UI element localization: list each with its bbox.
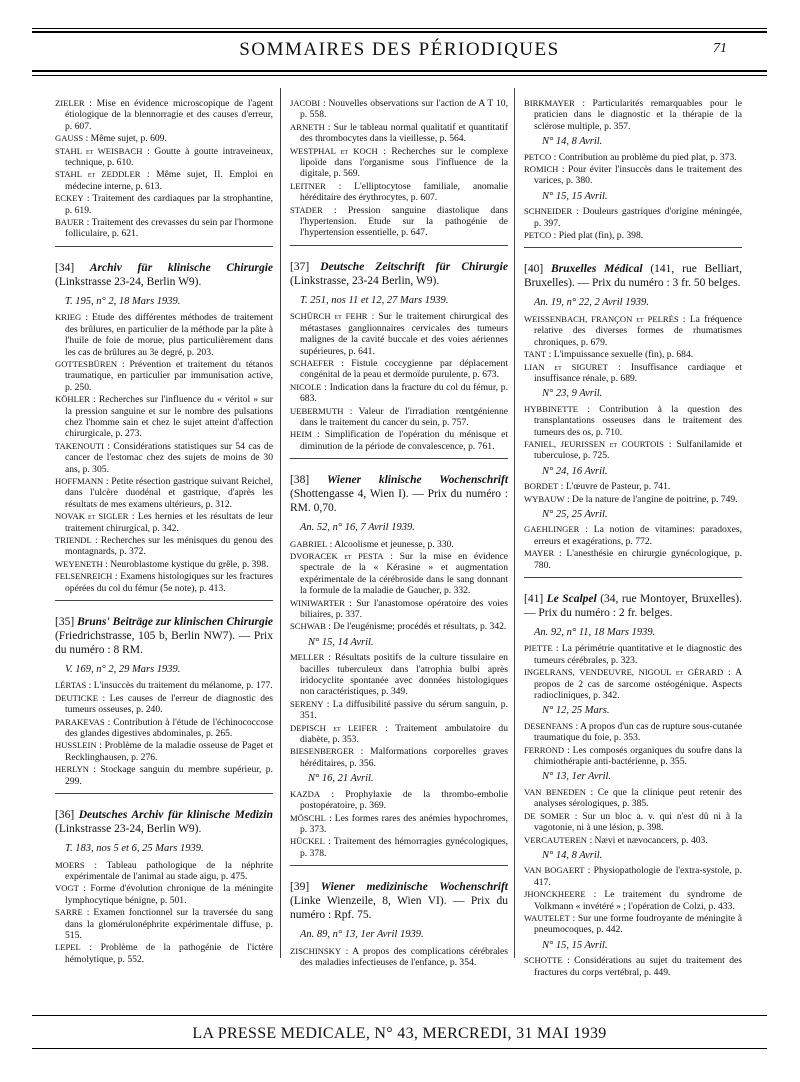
article-title: : A propos de 2 cas de sarcome ostéogénique. Aspects radiocliniques, p. 342. xyxy=(534,667,742,702)
article-author: WEISSENBACH, FRANÇON et PELRÈS xyxy=(524,313,679,324)
article-title: : L'œuvre de Pasteur, p. 741. xyxy=(560,481,671,493)
column-separator xyxy=(280,88,281,958)
article-title: : Recherches sur les ménisques du genou des montagnards, p. 372. xyxy=(65,535,273,558)
article-entry xyxy=(290,813,508,836)
article-title: : Goutte à goutte intraveineux, technique, p. 610. xyxy=(65,145,273,169)
header-bottom-rule xyxy=(32,70,767,72)
journal-section xyxy=(290,98,508,239)
journal-title: Archiv für klinische Chirurgie xyxy=(89,261,273,274)
article-author: GAEHLINGER xyxy=(524,524,580,535)
journal-title: Wiener klinische Wochenschrift xyxy=(326,474,509,487)
article-entry xyxy=(524,164,742,187)
journal-address: (Linkstrasse 23-24, Berlin W9). xyxy=(55,823,202,836)
article-title: : Insuffisance cardiaque et insuffisance rénale, p. 689. xyxy=(534,361,743,384)
article-author: HEIM xyxy=(290,429,312,440)
article-entry xyxy=(55,535,273,558)
article-title: : La diffusibilité passive du sérum sanguin, p. 351. xyxy=(300,698,508,722)
article-author: GOTTESBÜREN xyxy=(55,358,118,369)
page-footer: LA PRESSE MEDICALE, N° 43, MERCREDI, 31 MAI 1939 xyxy=(192,1025,607,1042)
article-author: ROMICH xyxy=(524,164,559,175)
issue-line: N° 13, 1er Avril. xyxy=(542,771,612,783)
article-entry xyxy=(55,169,273,192)
article-author: FERROND xyxy=(524,744,565,755)
journal-heading xyxy=(55,808,273,836)
article-title: : L'insuccès du traitement du mélanome, p. 177. xyxy=(88,680,273,692)
article-author: SCHOTTE xyxy=(524,955,563,966)
article-author: JHONCKHEERE xyxy=(524,889,586,900)
article-entry xyxy=(55,942,273,965)
article-author: JACOBI xyxy=(290,98,321,108)
article-title: : Pied plat (fin), p. 398. xyxy=(553,230,644,242)
article-entry xyxy=(55,860,273,883)
article-entry xyxy=(290,746,508,769)
article-entry xyxy=(290,539,508,550)
article-author: MELLER xyxy=(290,652,325,663)
article-author: INGELRANS, VENDEUVRE, NIGOUL et GÉRARD xyxy=(524,667,724,678)
article-author: LEITNER xyxy=(290,180,326,191)
journal-number: [35] xyxy=(55,616,75,629)
article-author: ECKEY xyxy=(55,193,84,204)
article-title: : Problème de la maladie osseuse de Paget et Recklinghausen, p. 276. xyxy=(65,740,273,763)
article-entry xyxy=(524,835,742,846)
article-author: MAYER xyxy=(524,548,555,559)
article-title: : Sulfanilamide et tuberculose, p. 725. xyxy=(534,438,742,462)
article-title: : Contribution au problème du pied plat, p. 373. xyxy=(553,151,737,163)
article-author: FANIEL, JEURISSEN et COURTOIS xyxy=(524,438,664,449)
journal-section xyxy=(55,600,273,787)
article-author: SCHWAB xyxy=(290,621,326,632)
article-author: DVORACEK et PESTA xyxy=(290,550,384,561)
article-author: STAHL et WEISBACH xyxy=(55,145,143,156)
article-title: : L'elliptocytose familiale, anomalie héréditaire des érythrocytes, p. 607. xyxy=(300,180,508,204)
article-entry xyxy=(524,404,742,438)
article-title: : Sur une forme foudroyante de méningite à pneumocoques, p. 442. xyxy=(534,912,742,936)
page-title: SOMMAIRES DES PÉRIODIQUES xyxy=(239,39,560,60)
article-entry xyxy=(524,349,742,360)
article-author: DEUTICKE xyxy=(55,692,98,703)
journal-address: (Linkstrasse 23-24, Berlin W9). xyxy=(55,275,202,288)
article-entry xyxy=(290,429,508,452)
article-title: : La notion de vitamines: paradoxes, erreurs et exagérations, p. 772. xyxy=(534,524,742,547)
issue-line: N° 23, 9 Avril. xyxy=(542,388,603,400)
article-title: : De l'eugénisme; procédés et résultats, p. 342. xyxy=(328,621,507,633)
article-author: NOVAK et SIGLER xyxy=(55,511,129,522)
article-entry xyxy=(55,312,273,358)
article-entry xyxy=(55,98,273,132)
article-entry xyxy=(290,699,508,722)
article-author: VAN BENEDEN xyxy=(524,786,586,797)
article-entry xyxy=(290,311,508,357)
article-title: : Les hernies et les résultats de leur traitement chirurgical, p. 342. xyxy=(65,511,273,534)
article-entry xyxy=(55,359,273,393)
volume-line: An. 92, n° 11, 18 Mars 1939. xyxy=(534,627,656,638)
article-entry xyxy=(524,643,742,666)
issue-line: N° 15, 14 Avril. xyxy=(308,636,374,648)
article-title: : Petite résection gastrique suivant Reichel, dans l'ulcère duodénal et gastrique, d'après les résultats de mes examens ultérieurs, p. 312. xyxy=(65,475,273,510)
article-entry xyxy=(55,441,273,475)
article-author: VOGT xyxy=(55,883,79,894)
article-entry xyxy=(55,146,273,169)
article-title: : Nouvelles observations sur l'action de A T 10, p. 558. xyxy=(300,98,508,121)
article-entry xyxy=(524,913,742,936)
journal-number: [38] xyxy=(290,474,310,487)
article-author: PIETTE xyxy=(524,643,553,654)
article-entry xyxy=(524,955,742,978)
article-author: DEPISCH et LEIFER xyxy=(290,722,378,733)
article-entry xyxy=(524,481,742,492)
journal-address: (34, rue Montoyer, Bruxelles). — Prix du numéro : 2 fr. belges. xyxy=(524,593,743,619)
article-entry xyxy=(524,811,742,834)
article-title: : Traitement des crevasses du sein par l'hormone folliculaire, p. 621. xyxy=(65,217,273,240)
article-entry xyxy=(290,621,508,632)
article-author: WESTPHAL et KOCH xyxy=(290,145,378,156)
column-2 xyxy=(290,92,508,969)
article-entry xyxy=(55,571,273,594)
article-author: SCHAEFER xyxy=(290,357,334,368)
volume-line: V. 169, n° 2, 29 Mars 1939. xyxy=(65,664,181,676)
article-title: : La fréquence relative des diverses formes de rhumatismes chroniques, p. 679. xyxy=(534,313,742,348)
article-entry xyxy=(524,667,742,701)
journal-section xyxy=(524,98,742,241)
article-title: : Sur l'anastomose opératoire des voies biliaires, p. 337. xyxy=(300,597,508,620)
article-author: PETCO xyxy=(524,230,552,241)
article-author: SCHNEIDER xyxy=(524,206,573,217)
article-author: UEBERMUTH xyxy=(290,405,344,416)
article-title: : Forme d'évolution chronique de la méningite lymphocytique bénigne, p. 501. xyxy=(65,883,273,906)
article-author: HERLYN xyxy=(55,764,89,775)
article-author: WAUTELET xyxy=(524,912,570,923)
top-rule xyxy=(32,28,767,29)
article-title: : Valeur de l'irradiation rœntgénienne dans le traitement du cancer du sein, p. 757. xyxy=(300,405,508,428)
article-title: : Sur la mise en évidence spectrale de la « Kérasine » et augmentation expérimentale de la cérébroside dans le sang donnant la formule de la maladie de Gaucher, p. 332. xyxy=(300,550,509,597)
article-title: : Pression sanguine diastolique dans l'hypertension. Etude sur la pathogénie de l'hypertension essentielle, p. 647. xyxy=(300,204,508,239)
article-entry xyxy=(55,193,273,216)
article-entry xyxy=(55,133,273,144)
article-entry xyxy=(524,548,742,571)
article-author: LIAN et SIGURET xyxy=(524,361,608,372)
page-number: 71 xyxy=(713,41,727,56)
article-entry xyxy=(290,723,508,746)
article-title: : Alcoolisme et jeunesse, p. 330. xyxy=(329,538,454,550)
article-author: NICOLE xyxy=(290,381,322,392)
article-title: : Les formes rares des anémies hypochromes, p. 373. xyxy=(300,812,508,835)
article-author: SERENY xyxy=(290,698,324,709)
journal-heading xyxy=(290,473,508,515)
article-title: : Même sujet, II. Emploi en médecine interne, p. 613. xyxy=(65,169,273,192)
journal-section xyxy=(524,577,742,978)
article-entry xyxy=(290,946,508,969)
top-rule-thick xyxy=(32,31,767,33)
page-header xyxy=(32,35,767,65)
article-title: : Prévention et traitement du tétanos traumatique, en particulier par immunisation active, p. 250. xyxy=(65,358,273,393)
article-title: : Même sujet, p. 609. xyxy=(85,133,167,145)
journal-section xyxy=(290,458,508,859)
article-entry xyxy=(524,314,742,348)
issue-line: N° 15, 15 Avril. xyxy=(542,939,608,951)
article-title: : Considérations au sujet du traitement des fractures du corps vertébral, p. 449. xyxy=(534,955,743,978)
article-entry xyxy=(55,394,273,440)
issue-line: N° 16, 21 Avril. xyxy=(308,773,374,785)
issue-line: N° 14, 8 Avril. xyxy=(542,849,603,861)
article-title: : Tableau pathologique de la néphrite expérimentale de l'animal au stade aigu, p. 475. xyxy=(65,859,273,882)
article-author: FELSENREICH xyxy=(55,571,113,582)
article-author: HOFFMANN xyxy=(55,475,104,486)
journal-number: [40] xyxy=(524,263,544,276)
article-entry xyxy=(290,146,508,180)
article-author: BAUER xyxy=(55,217,85,228)
journal-section xyxy=(524,247,742,571)
article-entry xyxy=(55,476,273,510)
article-author: VAN BOGAERT xyxy=(524,865,585,876)
article-entry xyxy=(55,764,273,787)
journal-heading xyxy=(55,261,273,289)
article-entry xyxy=(55,907,273,941)
journal-heading xyxy=(290,260,508,288)
article-title: : Simplification de l'opération du ménisque et diminution de la période de convalescence, p. 761. xyxy=(300,429,508,452)
article-entry xyxy=(290,181,508,204)
article-author: SCHÜRCH et FEHR xyxy=(290,311,368,322)
article-title: : Nævi et nævocancers, p. 403. xyxy=(589,834,708,846)
article-title: : Pour éviter l'insuccès dans le traitement des varices, p. 380. xyxy=(534,164,742,187)
article-title: : De la nature de l'angine de poitrine, p. 749. xyxy=(566,493,738,505)
article-author: TAKENOUTI xyxy=(55,440,104,451)
article-entry xyxy=(290,836,508,859)
footer-bottom-rule xyxy=(32,1048,767,1049)
article-title: : Fistule coccygienne par déplacement congénital de la peau et dermoïde purulente, p. 673. xyxy=(300,357,508,381)
article-author: MÖSCHL xyxy=(290,812,326,823)
article-title: : Traitement des hémorragies gynécologiques, p. 378. xyxy=(300,836,508,859)
journal-heading xyxy=(290,880,508,922)
article-title: : L'impuissance sexuelle (fin), p. 684. xyxy=(548,349,694,361)
article-title: : Neuroblastome kystique du grêle, p. 398. xyxy=(105,558,269,570)
article-title: : Sur un bloc a. v. qui n'est dû ni à la vagotonie, ni à une lésion, p. 398. xyxy=(534,810,742,834)
volume-line: T. 195, n° 2, 18 Mars 1939. xyxy=(65,295,181,307)
article-title: : Sur le traitement chirurgical des métastases ganglionnaires cervicales des tumeurs malignes de la cavité buccale et des voies aériennes supérieures, p. 641. xyxy=(300,311,508,357)
article-entry xyxy=(290,652,508,698)
volume-line: An. 89, n° 13, 1er Avril 1939. xyxy=(300,929,424,941)
article-author: SARRE xyxy=(55,907,83,918)
article-author: STAHL et ZEDDLER xyxy=(55,169,141,180)
article-title: : A propos d'un cas de rupture sous-cutanée traumatique du foie, p. 353. xyxy=(534,720,742,744)
article-entry xyxy=(524,787,742,810)
article-entry xyxy=(55,717,273,740)
article-entry xyxy=(290,406,508,429)
article-entry xyxy=(55,740,273,763)
article-entry xyxy=(524,362,742,385)
article-entry xyxy=(55,559,273,570)
volume-line: An. 52, n° 16, 7 Avril 1939. xyxy=(300,522,415,534)
article-title: : L'anesthésie en chirurgie gynécologique, p. 780. xyxy=(534,548,742,571)
journal-section xyxy=(290,865,508,968)
article-title: : Particularités remarquables pour le praticien dans le diagnostic et la thérapie de la sclérose multiple, p. 357. xyxy=(534,98,743,132)
issue-line: N° 14, 8 Avril. xyxy=(542,136,603,148)
journal-heading xyxy=(524,262,742,290)
column-1 xyxy=(55,92,273,966)
article-entry xyxy=(524,98,742,132)
article-author: DESENFANS xyxy=(524,720,574,731)
article-title: : Contribution à la question des transplantations osseuses dans le traitement des tumeurs des os, p. 710. xyxy=(534,403,742,438)
article-entry xyxy=(290,358,508,381)
article-title: : Les composés organiques du soufre dans la chimiothérapie anti-bactérienne, p. 355. xyxy=(534,744,742,768)
article-entry xyxy=(524,152,742,163)
article-author: HUSSLEIN xyxy=(55,740,97,751)
journal-title: Bruns' Beiträge zur klinischen Chirurgie xyxy=(77,616,273,629)
journal-number: [36] xyxy=(55,809,75,822)
article-title: : Le traitement du syndrome de Volkmann « invétéré » ; l'opération de Colzi, p. 433. xyxy=(534,889,742,912)
article-author: WINIWARTER xyxy=(290,597,345,608)
article-title: : Douleurs gastriques d'origine méningée, p. 397. xyxy=(534,206,742,229)
journal-section xyxy=(55,793,273,965)
article-entry xyxy=(524,865,742,888)
article-entry xyxy=(524,721,742,744)
journal-address: (Friedrichstrasse, 105 b, Berlin NW7). — Prix du numéro : 8 RM. xyxy=(55,630,273,657)
article-entry xyxy=(290,551,508,597)
article-entry xyxy=(290,789,508,812)
article-author: LEPEL xyxy=(55,942,81,953)
article-title: : A propos des complications cérébrales des maladies infectieuses de l'enfance, p. 354. xyxy=(300,945,508,968)
article-entry xyxy=(55,883,273,906)
article-title: : Considérations statistiques sur 54 cas de cancer de l'estomac chez des sujets de moins de 30 ans, p. 305. xyxy=(65,440,273,475)
journal-number: [34] xyxy=(55,261,75,274)
article-author: KAZDA xyxy=(290,788,321,799)
article-author: ZISCHINSKY xyxy=(290,945,342,956)
article-title: : La périmétrie quantitative et le diagnostic des tumeurs cérébrales, p. 323. xyxy=(534,643,742,666)
article-title: : Prophylaxie de la thrombo-embolie postopératoire, p. 369. xyxy=(300,788,508,812)
journal-section xyxy=(55,98,273,240)
article-title: : Ce que la clinique peut retenir des analyses sérologiques, p. 385. xyxy=(534,786,742,810)
article-title: : Mise en évidence microscopique de l'agent étiologique de la blennorragie et des causes d'erreur, p. 607. xyxy=(65,98,273,132)
article-author: WEYENETH xyxy=(55,558,103,569)
article-entry xyxy=(290,98,508,121)
issue-line: N° 24, 16 Avril. xyxy=(542,465,608,477)
article-title: : Problème de la pathogénie de l'ictère hémolytique, p. 552. xyxy=(65,942,273,965)
article-entry xyxy=(524,230,742,241)
article-title: : Traitement ambulatoire du diabète, p. 353. xyxy=(300,722,508,746)
article-author: HÜCKEL xyxy=(290,836,325,847)
article-entry xyxy=(524,524,742,547)
article-title: : Sur le tableau normal qualitatif et quantitatif des thrombocytes dans la vieillesse, p. 564. xyxy=(300,121,508,145)
journal-address: (Linke Wienzeile, 8, Wien VI). — Prix du numéro : Rpf. 75. xyxy=(290,895,508,922)
column-separator xyxy=(514,88,515,958)
journal-title: Wiener medizinische Wochenschrift xyxy=(320,881,508,894)
article-title: : Indication dans la fracture du col du fémur, p. 683. xyxy=(300,381,508,405)
article-author: KRIEG xyxy=(55,312,82,323)
footer-rule xyxy=(32,1015,767,1016)
article-title: : Recherches sur le complexe lipoïde dans l'organisme sous l'influence de la digitale, p. 569. xyxy=(300,145,508,180)
journal-title: Deutsches Archiv für klinische Medizin xyxy=(78,809,273,822)
issue-line: N° 25, 25 Avril. xyxy=(542,508,608,520)
journal-title: Le Scalpel xyxy=(546,593,597,605)
article-author: STADER xyxy=(290,204,323,215)
journal-number: [41] xyxy=(524,593,544,605)
article-author: HYBBINETTE xyxy=(524,403,578,414)
article-author: LÉRTAS xyxy=(55,680,87,691)
article-entry xyxy=(290,205,508,239)
article-title: : Examen fonctionnel sur la traversée du sang dans la glomérulonéphrite expérimentale diffuse, p. 515. xyxy=(65,907,273,941)
article-author: KÖHLER xyxy=(55,394,90,405)
article-title: : Etude des différentes méthodes de traitement des brûlures, en particulier de la méthode par la pâte à l'huile de foie de morue, plus particulièrement dans les cas de brûlures au 3e degré, p. 203. xyxy=(65,312,274,358)
article-entry xyxy=(290,122,508,145)
article-author: VERCAUTEREN xyxy=(524,834,588,845)
article-author: PARAKEVAS xyxy=(55,716,105,727)
article-title: : Physiopathologie de l'extra-systole, p. 417. xyxy=(534,865,742,888)
column-3 xyxy=(524,92,742,979)
article-title: : Résultats positifs de la culture tissulaire en bacilles tuberculeux dans l'atrophia bulbi après iridocyclite spontanée avec données histologiques non caractéristiques, p. 349. xyxy=(300,652,508,698)
article-title: : Les causes de l'erreur de diagnostic des tumeurs osseuses, p. 240. xyxy=(65,692,273,716)
journal-section xyxy=(290,245,508,452)
article-author: BORDET xyxy=(524,481,559,492)
article-author: BIRKMAYER xyxy=(524,98,575,108)
journal-heading xyxy=(524,592,742,620)
article-author: TRIENDL xyxy=(55,535,92,545)
article-entry xyxy=(55,693,273,716)
volume-line: T. 183, nos 5 et 6, 25 Mars 1939. xyxy=(65,843,204,855)
journal-address: (Shottengasse 4, Wien I). — Prix du numéro : RM. 0,70. xyxy=(290,488,508,515)
article-entry xyxy=(524,745,742,768)
issue-line: N° 12, 25 Mars. xyxy=(542,705,610,717)
article-entry xyxy=(524,889,742,912)
journal-address: (141, rue Belliart, Bruxelles). — Prix du numéro : 3 fr. 50 belges. xyxy=(524,263,742,290)
volume-line: An. 19, n° 22, 2 Avril 1939. xyxy=(534,297,649,309)
article-author: MOERS xyxy=(55,859,85,870)
article-author: PETCO xyxy=(524,151,552,162)
article-entry xyxy=(524,494,742,505)
article-title: : Contribution à l'étude de l'échinococcose des glandes digestives abdominales, p. 265. xyxy=(65,716,273,740)
journal-title: Deutsche Zeitschrift für Chirurgie xyxy=(320,260,508,273)
journal-address: (Linkstrasse, 23-24 Berlin, W9). xyxy=(290,274,440,287)
article-title: : Recherches sur l'influence du « véritol » sur la pression sanguine et sur le nombre des pulsations chez l'homme sain et chez le sujet atteint d'affection chirurgicale, p. 273. xyxy=(65,394,273,440)
article-author: TANT xyxy=(524,349,547,360)
journal-number: [39] xyxy=(290,881,310,894)
article-entry xyxy=(55,680,273,691)
article-entry xyxy=(55,217,273,240)
volume-line: T. 251, nos 11 et 12, 27 Mars 1939. xyxy=(300,294,449,306)
article-title: : Examens histologiques sur les fractures opérées du col du fémur (5e note), p. 413. xyxy=(65,571,273,594)
article-entry xyxy=(290,598,508,621)
article-title: : Stockage sanguin du membre supérieur, p. 299. xyxy=(65,764,273,787)
article-title: : Traitement des cardiaques par la strophantine, p. 619. xyxy=(65,193,273,216)
article-entry xyxy=(524,206,742,229)
article-author: DE SOMER xyxy=(524,810,570,821)
journal-heading xyxy=(55,615,273,657)
journal-number: [37] xyxy=(290,260,310,273)
journal-title: Bruxelles Médical xyxy=(551,263,643,276)
article-title: : Malformations corporelles graves héréditaires, p. 356. xyxy=(300,746,508,769)
article-author: GAUSS xyxy=(55,133,84,144)
article-author: GABRIEL xyxy=(290,538,328,549)
article-author: WYBAUW xyxy=(524,493,565,504)
article-author: ARNETH xyxy=(290,121,325,132)
article-author: ZIELER xyxy=(55,98,85,108)
journal-section xyxy=(55,246,273,594)
article-author: BIESENBERGER xyxy=(290,746,354,757)
header-bottom-rule-thin xyxy=(32,75,767,76)
issue-line: N° 15, 15 Avril. xyxy=(542,190,608,202)
article-entry xyxy=(55,511,273,534)
article-entry xyxy=(524,439,742,462)
article-entry xyxy=(290,382,508,405)
